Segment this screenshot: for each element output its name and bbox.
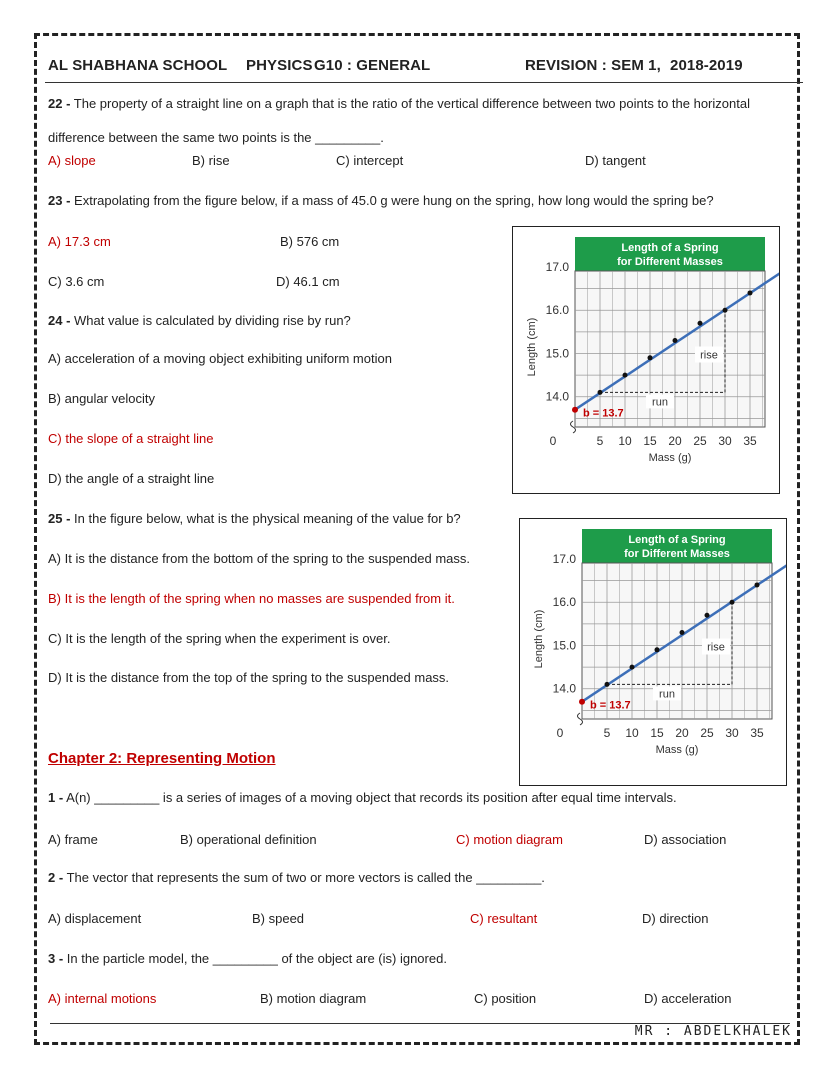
question-25 [48,511,461,526]
y-axis-label: Length (cm) [526,317,538,377]
data-point [698,321,703,326]
q24-option-d: D) the angle of a straight line [48,471,215,486]
y-tick-label: 15.0 [545,346,569,361]
x-tick-label: 0 [549,434,557,448]
cq3-option-b: B) motion diagram [260,991,367,1006]
question-number: 3 - [48,951,64,966]
question-text: A(n) _________ is a series of images of a moving object that records its position after equal time intervals. [66,790,677,805]
data-point [730,600,735,605]
x-tick-label: 20 [675,726,689,740]
q22-option-a: A) slope [48,153,96,168]
question-22 [48,96,750,111]
x-tick-label: 10 [618,434,632,448]
chart-title: Length of a Spring [621,242,719,254]
spring-chart-1 [512,226,780,494]
x-tick-label: 35 [750,726,764,740]
data-point [623,373,628,378]
data-point [605,682,610,687]
cq2-option-b: B) speed [252,911,305,926]
intercept-label: b = 13.7 [583,407,624,420]
chapter-question-3 [48,951,447,966]
revision-label: REVISION : SEM 1, [525,57,661,74]
data-point [680,630,685,635]
header-divider [45,82,803,83]
question-24 [48,313,351,328]
question-23 [48,193,714,208]
y-tick-label: 17.0 [545,260,569,274]
question-text: The property of a straight line on a graph that is the ratio of the vertical difference between two points to the horizontal [73,96,750,111]
cq3-option-d: D) acceleration [644,991,732,1006]
spring-chart-1-svg [513,227,779,493]
data-point [655,647,660,652]
data-point [755,582,760,587]
x-tick-label: 30 [718,434,732,448]
question-number: 1 - [48,790,64,805]
y-tick-label: 15.0 [552,638,576,653]
q22-option-d: D) tangent [585,153,646,168]
run-label: run [659,688,675,701]
question-22-cont: difference between the same two points is the _________. [48,130,384,145]
cq1-option-b: B) operational definition [180,832,317,847]
q25-option-a: A) It is the distance from the bottom of the spring to the suspended mass. [48,551,470,566]
cq2-option-c: C) resultant [470,911,538,926]
x-axis-label: Mass (g) [655,744,699,756]
y-tick-label: 16.0 [545,303,569,318]
question-number: 24 - [48,313,71,328]
q23-option-d: D) 46.1 cm [276,274,340,289]
y-axis-label: Length (cm) [533,609,545,669]
data-point [598,390,603,395]
q24-option-c: C) the slope of a straight line [48,431,214,446]
x-tick-label: 30 [725,726,739,740]
question-number: 25 - [48,511,71,526]
x-tick-label: 15 [650,726,664,740]
chapter-question-1 [48,790,677,805]
school-year: 2018-2019 [670,57,743,74]
q24-option-b: B) angular velocity [48,391,155,406]
q24-option-a: A) acceleration of a moving object exhibiting uniform motion [48,351,392,366]
x-tick-label: 20 [668,434,682,448]
q22-option-c: C) intercept [336,153,404,168]
y-tick-label: 16.0 [552,595,576,610]
cq1-option-a: A) frame [48,832,98,847]
x-tick-label: 5 [596,434,604,448]
q25-option-d: D) It is the distance from the top of the spring to the suspended mass. [48,670,450,685]
q23-option-c: C) 3.6 cm [48,274,105,289]
question-number: 2 - [48,870,64,885]
data-point [723,308,728,313]
chapter-heading: Chapter 2: Representing Motion [48,750,276,767]
cq3-option-a: A) internal motions [48,991,157,1006]
cq1-option-d: D) association [644,832,727,847]
data-point [630,665,635,670]
x-tick-label: 15 [643,434,657,448]
data-point [748,290,753,295]
q25-option-b: B) It is the length of the spring when no masses are suspended from it. [48,591,455,606]
question-text: Extrapolating from the figure below, if a mass of 45.0 g were hung on the spring, how long would the spring be? [74,193,714,208]
x-tick-label: 25 [700,726,714,740]
data-point [705,613,710,618]
chart-subtitle: for Different Masses [624,548,730,560]
q23-option-b: B) 576 cm [280,234,340,249]
author-signature: MR : ABDELKHALEK [634,1024,792,1039]
cq2-option-d: D) direction [642,911,709,926]
x-tick-label: 5 [603,726,611,740]
y-tick-label: 17.0 [552,552,576,566]
question-text: The vector that represents the sum of two or more vectors is called the _________. [66,870,545,885]
x-tick-label: 10 [625,726,639,740]
cq1-option-c: C) motion diagram [456,832,563,847]
rise-label: rise [707,641,725,654]
q23-option-a: A) 17.3 cm [48,234,111,249]
grade: G10 : GENERAL [314,57,431,74]
question-number: 22 - [48,96,71,111]
chart-title: Length of a Spring [628,534,726,546]
school-name: AL SHABHANA SCHOOL [48,57,228,74]
question-text: In the particle model, the _________ of the object are (is) ignored. [66,951,447,966]
chapter-question-2 [48,870,545,885]
spring-chart-2 [519,518,787,786]
question-number: 23 - [48,193,71,208]
x-tick-label: 35 [743,434,757,448]
q22-option-b: B) rise [192,153,230,168]
intercept-point [579,699,585,705]
x-tick-label: 25 [693,434,707,448]
x-tick-label: 0 [556,726,564,740]
cq3-option-c: C) position [474,991,537,1006]
question-text: What value is calculated by dividing rise by run? [74,313,351,328]
rise-label: rise [700,349,718,362]
y-tick-label: 14.0 [552,681,576,696]
subject: PHYSICS [246,57,313,74]
intercept-point [572,407,578,413]
spring-chart-2-svg [520,519,786,785]
q25-option-c: C) It is the length of the spring when the experiment is over. [48,631,391,646]
y-tick-label: 14.0 [545,389,569,404]
intercept-label: b = 13.7 [590,699,631,712]
x-axis-label: Mass (g) [648,452,692,464]
cq2-option-a: A) displacement [48,911,142,926]
data-point [673,338,678,343]
question-text: In the figure below, what is the physical meaning of the value for b? [74,511,461,526]
data-point [648,355,653,360]
run-label: run [652,396,668,409]
chart-subtitle: for Different Masses [617,256,723,268]
